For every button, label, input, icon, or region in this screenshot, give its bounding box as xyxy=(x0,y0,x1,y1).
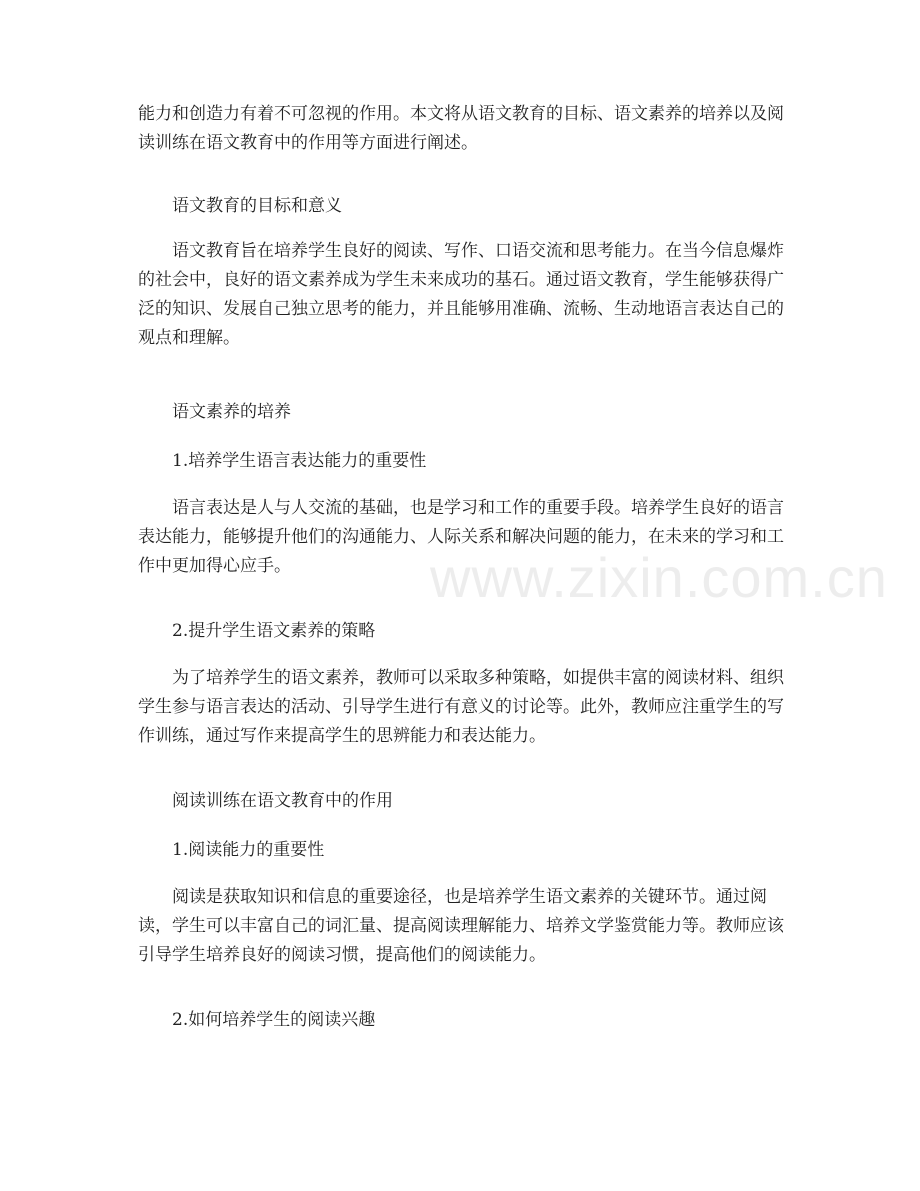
section-heading-literacy: 语文素养的培养 xyxy=(172,402,291,422)
intro-paragraph: 能力和创造力有着不可忽视的作用。本文将从语文教育的目标、语文素养的培养以及阅读训练在语文教育中的作用等方面进行阐述。 xyxy=(138,104,784,153)
subheading-reading-importance: 1.阅读能力的重要性 xyxy=(172,840,325,860)
subheading-expression-importance: 1.培养学生语言表达能力的重要性 xyxy=(172,451,427,471)
watermark: www.zixin.com.cn xyxy=(430,546,888,609)
paragraph-reading-importance: 阅读是获取知识和信息的重要途径，也是培养学生语文素养的关键环节。通过阅读，学生可以丰富自己的词汇量、提高阅读理解能力、培养文学鉴赏能力等。教师应该引导学生培养良好的阅读习惯，提高他们的阅读能力。 xyxy=(138,887,784,965)
subheading-literacy-strategies: 2.提升学生语文素养的策略 xyxy=(172,621,376,641)
section-heading-goals: 语文教育的目标和意义 xyxy=(172,196,342,216)
paragraph-expression-importance: 语言表达是人与人交流的基础，也是学习和工作的重要手段。培养学生良好的语言表达能力，能够提升他们的沟通能力、人际关系和解决问题的能力，在未来的学习和工作中更加得心应手。 xyxy=(138,498,784,576)
paragraph-literacy-strategies: 为了培养学生的语文素养，教师可以采取多种策略，如提供丰富的阅读材料、组织学生参与语言表达的活动、引导学生进行有意义的讨论等。此外，教师应注重学生的写作训练，通过写作来提高学生的思辨能力和表达能力。 xyxy=(138,668,784,746)
section-heading-reading: 阅读训练在语文教育中的作用 xyxy=(172,791,393,811)
section-paragraph-goals: 语文教育旨在培养学生良好的阅读、写作、口语交流和思考能力。在当今信息爆炸的社会中，良好的语文素养成为学生未来成功的基石。通过语文教育，学生能够获得广泛的知识、发展自己独立思考的能力，并且能够用准确、流畅、生动地语言表达自己的观点和理解。 xyxy=(138,241,784,348)
subheading-reading-interest: 2.如何培养学生的阅读兴趣 xyxy=(172,1010,376,1030)
